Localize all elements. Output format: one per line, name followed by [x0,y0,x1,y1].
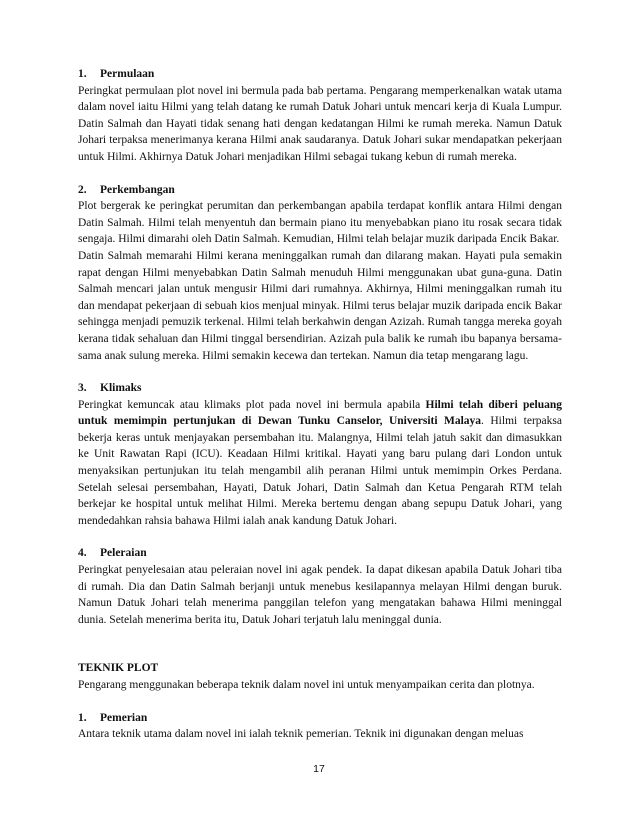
section-paragraph: Antara teknik utama dalam novel ini ialah teknik pemerian. Teknik ini digunakan dengan meluas [78,728,524,741]
section-pemerian [78,710,562,743]
section-heading [78,182,562,199]
teknik-intro: Pengarang menggunakan beberapa teknik dalam novel ini untuk menyampaikan cerita dan plotnya. [78,679,535,691]
klimaks-highlight: Hilmi telah diberi peluang untuk memimpin pertunjukan di Dewan Tunku Canselor, Universiti Malaya [78,398,562,428]
section-number: 3. [78,382,87,395]
klimaks-body: . Hilmi terpaksa bekerja keras untuk menjayakan persembahan itu. Malangnya, Hilmi telah jatuh sakit dan dimasukkan ke Unit Rawatan Rapi (ICU). Keadaan Hilmi kritikal. Hayati yang baru pulang dari London untuk menyaksikan pertunjukan itu telah mengambil alih peranan Hilmi untuk memimpin Orkes Perdana. Setelah selesai persembahan, Hayati, Datuk Johari, Datin Salmah dan Ketua Pengarah RTM telah berkejar ke hospital untuk melihat Hilmi. Mereka bertemu dengan abang sepupu Datuk Johari, yang mendedahkan rahsia bahawa Hilmi ialah anak kandung Datuk Johari. [78,415,562,527]
section-number: 1. [78,711,87,724]
section-number: 4. [78,547,87,560]
section-heading [78,66,562,83]
section-number: 1. [78,68,87,80]
section-title: Pemerian [100,711,148,724]
section-paragraph: Datin Salmah memarahi Hilmi kerana meninggalkan rumah dan dilarang makan. Hayati pula semakin rapat dengan Hilmi menyebabkan Datin Salmah menuduh Hilmi menggunakan ubat guna-guna. Datin Salmah mencari jalan untuk mengusir Hilmi dari rumahnya. Akhirnya, Hilmi meninggalkan rumah itu dan mendapat pekerjaan di sebuah kios menjual minyak. Hilmi terus belajar muzik daripada encik Bakar sehingga menjadi pemuzik terkenal. Hilmi telah berkahwin dengan Azizah. Rumah tangga mereka goyah kerana tidak sehaluan dan Hilmi tinggal bersendirian. Azizah pula balik ke rumah ibu bapanya bersama-sama anak sulung mereka. Hilmi semakin kecewa dan tertekan. Namun dia tetap mengarang lagu. [78,249,562,362]
section-paragraph: Plot bergerak ke peringkat perumitan dan perkembangan apabila terdapat konflik antara Hilmi dengan Datin Salmah. Hilmi telah menyentuh dan bermain piano itu menyebabkan piano itu rosak secara tidak sengaja. Hilmi dimarahi oleh Datin Salmah. Kemudian, Hilmi telah belajar muzik daripada Encik Bakar. [78,200,562,246]
section-title: Peleraian [100,547,147,560]
teknik-title: TEKNIK PLOT [78,662,159,675]
section-perkembangan [78,182,562,365]
section-peleraian [78,545,562,628]
section-paragraph: Peringkat penyelesaian atau peleraian novel ini agak pendek. Ia dapat dikesan apabila Datuk Johari tiba di rumah. Dia dan Datin Salmah berjanji untuk menebus kesilapannya melayan Hilmi dengan buruk. Namun Datuk Johari telah menerima panggilan telefon yang mengatakan bahawa Hilmi meninggal dunia. Setelah menerima berita itu, Datuk Johari terjatuh lalu meninggal dunia. [78,564,562,626]
section-teknik-plot [78,660,562,693]
section-paragraph [78,397,562,530]
section-title: Perkembangan [100,183,175,196]
page-content [78,66,562,759]
section-heading [78,545,562,562]
section-heading [78,380,562,397]
section-paragraph: Peringkat permulaan plot novel ini bermula pada bab pertama. Pengarang memperkenalkan watak utama dalam novel iaitu Hilmi yang telah datang ke rumah Datuk Johari untuk mencari kerja di Kuala Lumpur. Datin Salmah dan Hayati tidak senang hati dengan kedatangan Hilmi ke rumah mereka. Namun Datuk Johari terpaksa menerimanya kerana Hilmi anak saudaranya. Datuk Johari sukar mendapatkan pekerjaan untuk Hilmi. Akhirnya Datuk Johari menjadikan Hilmi sebagai tukang kebun di rumah mereka. [78,84,562,163]
section-heading [78,710,562,727]
section-title: Klimaks [100,382,142,395]
page-number: 17 [313,763,325,775]
section-number: 2. [78,183,87,196]
klimaks-intro: Peringkat kemuncak atau klimaks plot pada novel ini bermula apabila [78,398,426,411]
section-permulaan [78,66,562,166]
section-title: Permulaan [100,68,155,80]
section-klimaks [78,380,562,529]
